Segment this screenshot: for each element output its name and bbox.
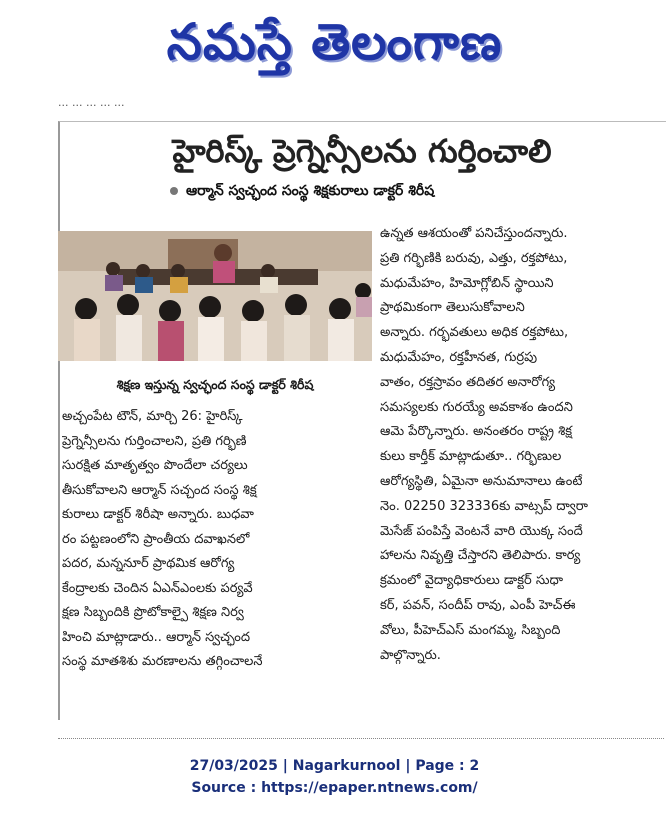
body-line: సమస్యలకు గురయ్యే అవకాశం ఉందని xyxy=(380,399,573,415)
article-column-left xyxy=(62,405,370,705)
body-line: కులు కార్తీక్ మాట్లాడుతూ.. గర్భిణుల xyxy=(380,449,562,465)
page-source-link[interactable]: Source : https://epaper.ntnews.com/ xyxy=(191,780,478,796)
body-line: కేంద్రాలకు చెందిన ఏఎన్ఎంలకు పర్యవే xyxy=(62,580,253,596)
body-line: పాల్గొన్నారు. xyxy=(380,647,441,663)
body-line: క్షణ సిబ్బందికి ప్రొటోకాల్పై శిక్షణ నిర్వ xyxy=(62,605,244,620)
subhead-text: ఆర్మాన్ స్వచ్ఛంద సంస్థ శిక్షకురాలు డాక్టర్ శిరీష xyxy=(186,183,435,199)
body-line: ప్రెగ్నెన్సీలను గుర్తించాలని, ప్రతి గర్భిణి xyxy=(62,433,247,449)
body-line: ఆరోగ్యస్థితి, ఏమైనా అనుమానాలు ఉంటే xyxy=(380,473,583,489)
training-session-photo xyxy=(58,231,372,361)
body-line: మెసేజ్ పంపిస్తే వెంటనే వారి యొక్క సందే xyxy=(380,523,583,539)
body-line: హాలను నివృత్తి చేస్తారని తెలిపారు. కార్య xyxy=(380,548,581,564)
article-column-right xyxy=(380,222,656,712)
article-photo xyxy=(58,231,372,361)
body-line: ఉన్నత ఆశయంతో పనిచేస్తుందన్నారు. xyxy=(380,226,568,241)
cropped-previous-article-line: ... ... ... ... ... xyxy=(58,96,125,109)
body-line: అచ్చంపేట టౌన్, మార్చి 26: హైరిస్క్ xyxy=(62,409,243,424)
body-line: కురాలు డాక్టర్ శిరీషా అన్నారు. బుధవా xyxy=(62,507,254,522)
page-date-edition: 27/03/2025 | Nagarkurnool | Page : 2 xyxy=(189,758,480,774)
body-line: సురక్షిత మాతృత్వం పొందేలా చర్యలు xyxy=(62,458,248,473)
body-line: క్రమంలో వైద్యాధికారులు డాక్టర్ సుధా xyxy=(380,573,563,589)
body-line: సంస్థ మాతశిశు మరణాలను తగ్గించాలనే xyxy=(62,654,263,669)
body-line: రం పట్టణంలోని ప్రాంతీయ దవాఖనలో xyxy=(62,531,250,547)
body-line: వోలు, పీహెచ్ఎస్ మంగమ్మ, సిబ్బంది xyxy=(380,622,561,638)
article-subhead xyxy=(170,180,610,202)
body-line: నెం. 02250 323336కు వాట్సప్ ద్వారా xyxy=(380,498,588,514)
article-headline: హైరిస్క్ ప్రెగ్నెన్సీలను గుర్తించాలి xyxy=(172,132,552,170)
body-line: ప్రతి గర్భిణికి బరువు, ఎత్తు, రక్తపోటు, xyxy=(380,250,568,266)
photo-caption: శిక్షణ ఇస్తున్న స్వచ్ఛంద సంస్థ డాక్టర్ శిరీష xyxy=(116,377,314,392)
body-line: ఆమె పేర్కొన్నారు. అనంతరం రాష్ట్ర శిక్ష xyxy=(380,424,573,440)
body-line: వాతం, రక్తస్రావం తదితర అనారోగ్య xyxy=(380,374,556,390)
cropped-next-article-edge xyxy=(58,738,664,747)
masthead-title: నమస్తే తెలంగాణ xyxy=(166,12,503,71)
body-line: ప్రాథమికంగా తెలుసుకోవాలని xyxy=(380,300,525,316)
body-line: మధుమేహం, హిమోగ్లోబిన్ స్థాయిని xyxy=(380,275,554,291)
body-line: హించి మాట్లాడారు.. ఆర్మాన్ స్వచ్ఛంద xyxy=(62,629,251,645)
body-line: పదర, మన్ననూర్ ప్రాథమిక ఆరోగ్య xyxy=(62,556,235,571)
body-line: తీసుకోవాలని ఆర్మాన్ సచ్చంద సంస్థ శిక్ష xyxy=(62,482,257,498)
newspaper-masthead xyxy=(0,0,669,96)
bullet-icon xyxy=(170,187,178,195)
body-line: కర్, పవన్, సందీప్ రావు, ఎంపీ హెచ్ఈ xyxy=(380,597,576,613)
body-line: అన్నారు. గర్భవతులు అధిక రక్తపోటు, xyxy=(380,325,569,341)
body-line: మధుమేహం, రక్తహీనత, గుర్రపు xyxy=(380,349,538,365)
